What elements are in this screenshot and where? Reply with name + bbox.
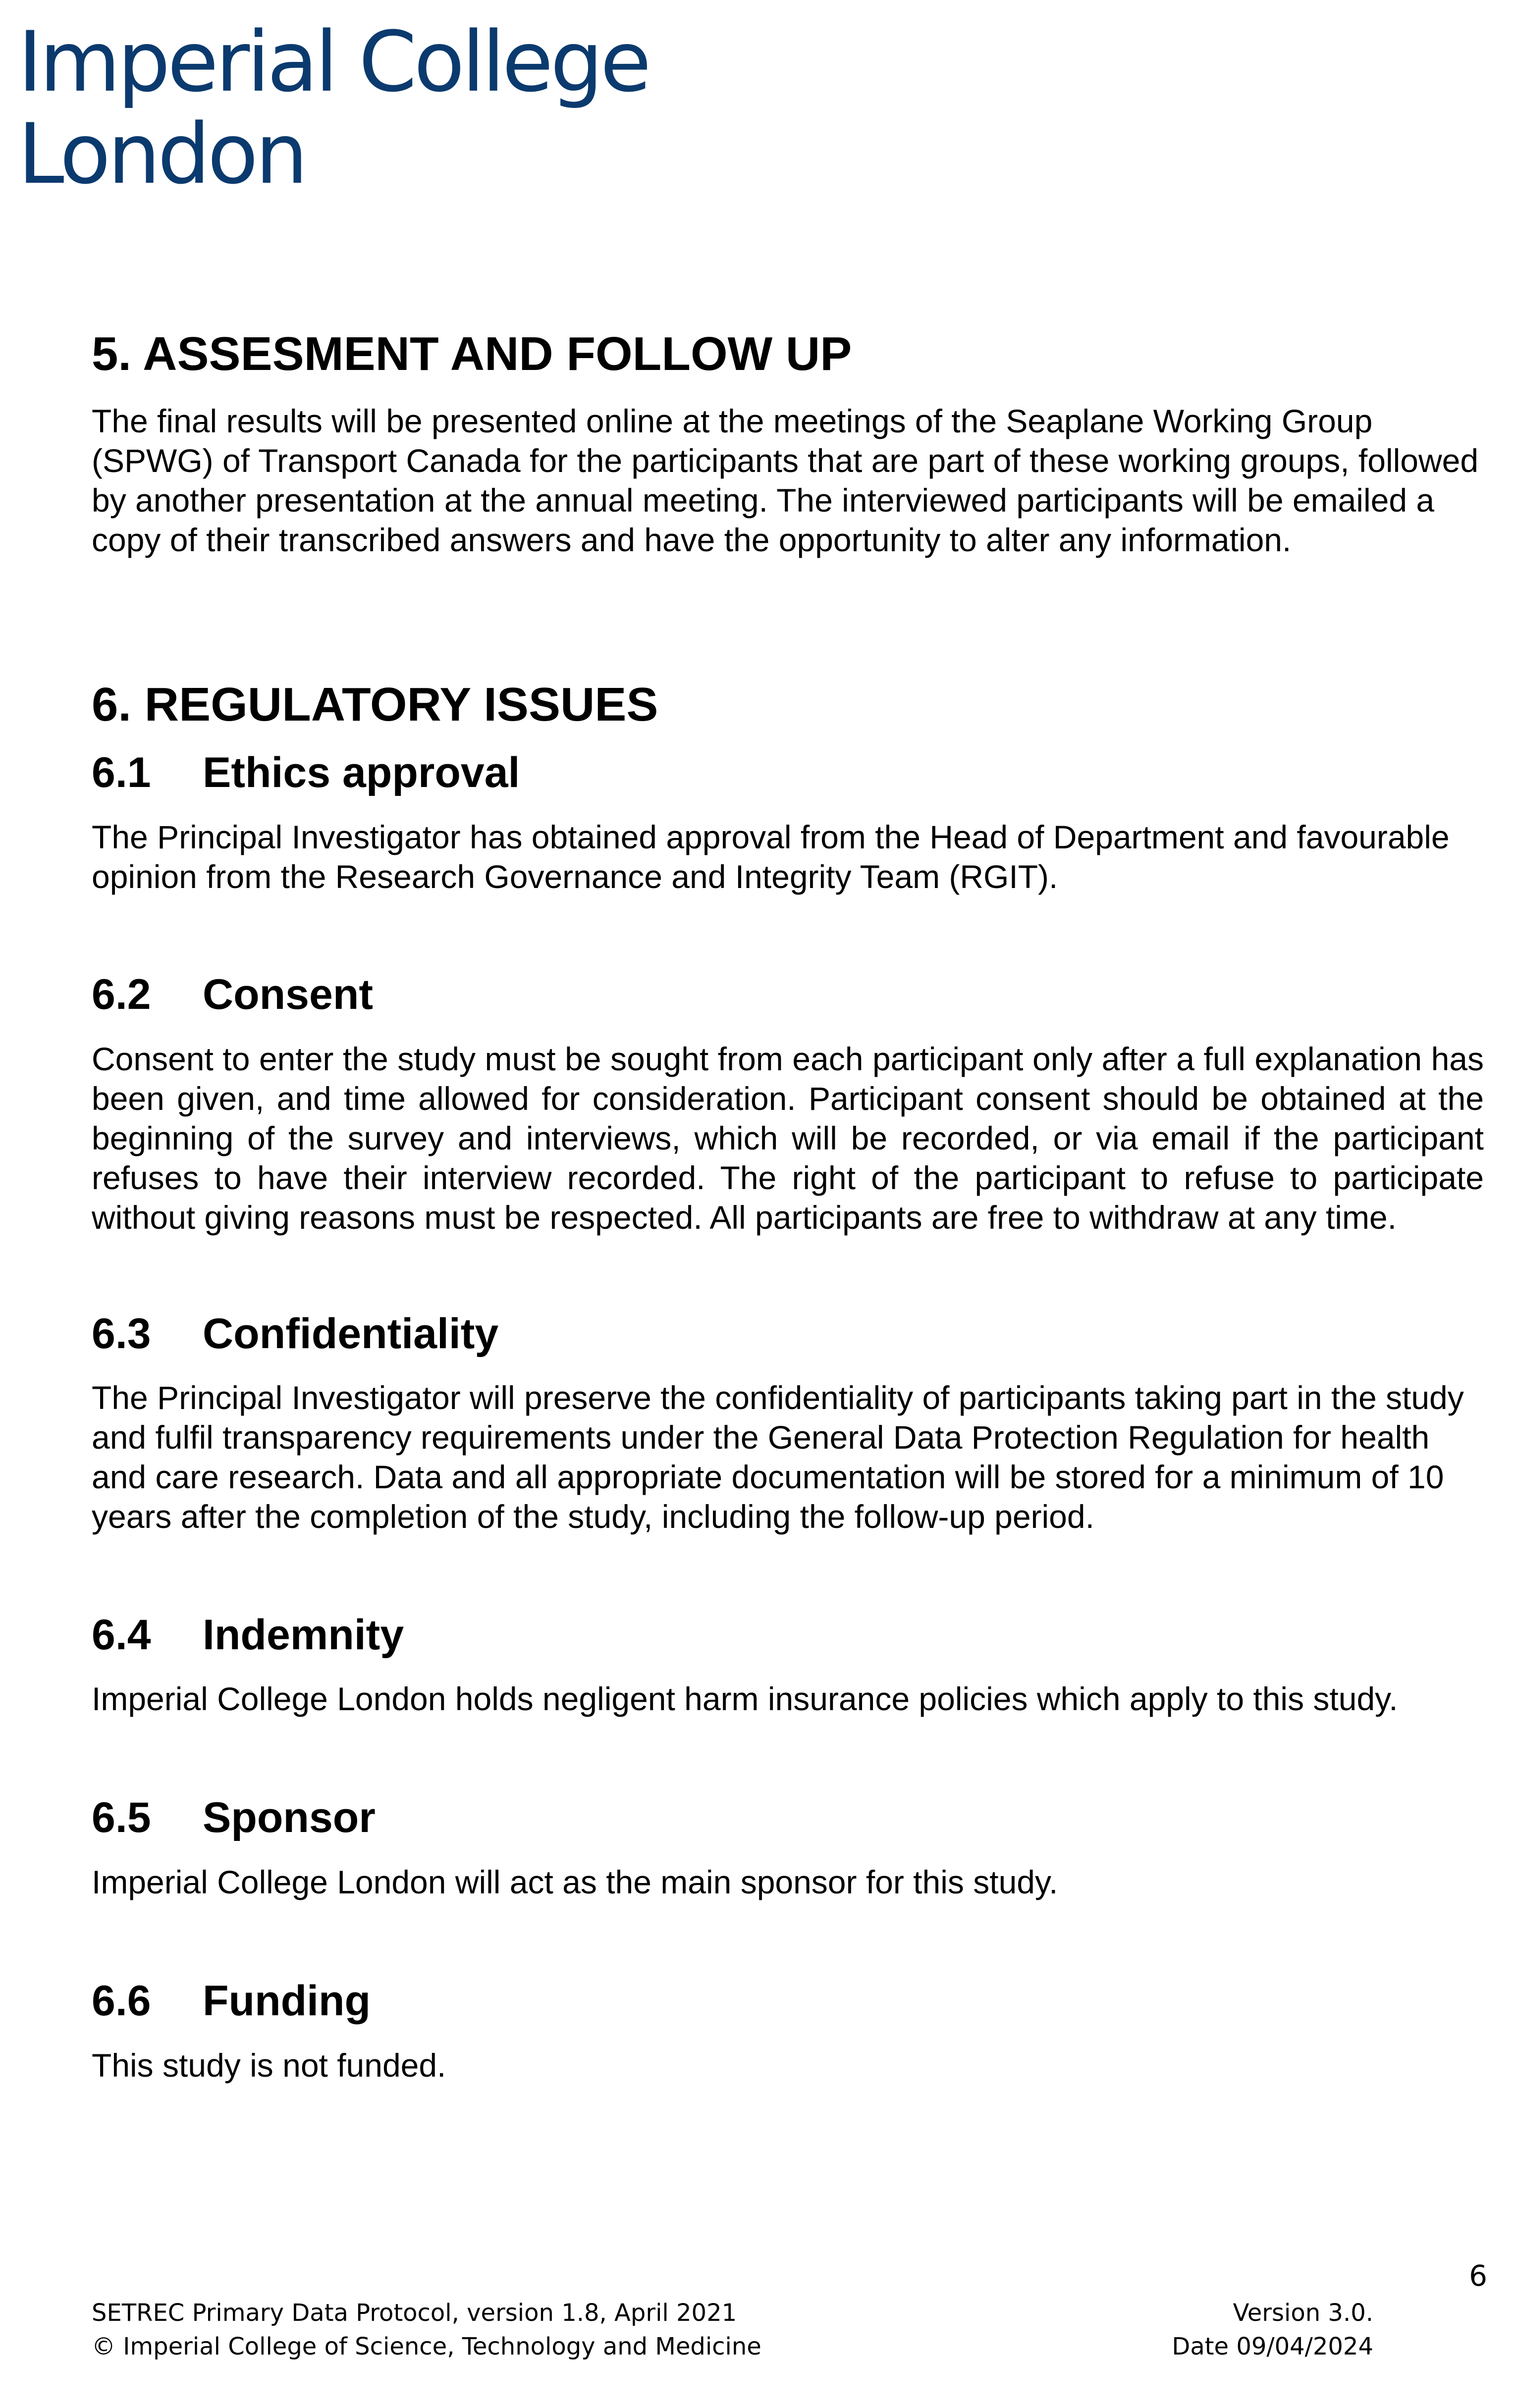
subsection-title: Ethics approval xyxy=(203,749,520,796)
subsection-6-2-body: Consent to enter the study must be sought from each participant only after a full explanation has been given, and time allowed for consideration. Participant consent should be obtained at the beginning of the survey and interviews, which will be recorded, or via email if the participant refuses to have their interview recorded. The right of the participant to refuse to participate without giving reasons must be respected. All participants are free to withdraw at any time. xyxy=(92,1041,1484,1236)
subsection-6-5-body: Imperial College London will act as the main sponsor for this study. xyxy=(92,1864,1058,1900)
subsection-number: 6.1 xyxy=(92,749,151,796)
footer-date: Date 09/04/2024 xyxy=(1172,2333,1373,2360)
footer-document-version: Version 3.0. xyxy=(1233,2299,1373,2327)
subsection-6-4-body: Imperial College London holds negligent harm insurance policies which apply to this study. xyxy=(92,1680,1398,1717)
subsection-6-5-heading xyxy=(92,1793,376,1842)
subsection-6-2-heading xyxy=(92,970,373,1019)
logo-line-2: London xyxy=(18,105,305,203)
subsection-title: Confidentiality xyxy=(203,1310,499,1358)
subsection-6-6-heading xyxy=(92,1976,371,2026)
subsection-title: Funding xyxy=(203,1977,371,2025)
subsection-title: Sponsor xyxy=(203,1794,376,1841)
section-5-heading: 5. ASSESMENT AND FOLLOW UP xyxy=(92,327,852,380)
subsection-6-1-body: The Principal Investigator has obtained approval from the Head of Department and favourable opinion from the Research Governance and Integrity Team (RGIT). xyxy=(92,819,1450,895)
footer-protocol-version: SETREC Primary Data Protocol, version 1.8, April 2021 xyxy=(92,2299,737,2327)
subsection-title: Indemnity xyxy=(203,1611,404,1659)
footer-right xyxy=(1172,2296,1373,2363)
subsection-number: 6.4 xyxy=(92,1611,151,1659)
page-number: 6 xyxy=(1469,2259,1487,2293)
subsection-6-4-heading xyxy=(92,1610,404,1660)
footer-copyright: © Imperial College of Science, Technology and Medicine xyxy=(92,2333,761,2360)
section-5-body: The final results will be presented online at the meetings of the Seaplane Working Group (SPWG) of Transport Canada for the participants that are part of these working groups, followed by another presentation at the annual meeting. The interviewed participants will be emailed a copy of their transcribed answers and have the opportunity to alter any information. xyxy=(92,403,1479,558)
subsection-title: Consent xyxy=(203,971,373,1018)
imperial-college-logo xyxy=(18,13,649,203)
footer-left xyxy=(92,2296,761,2363)
subsection-6-3-heading xyxy=(92,1309,498,1359)
subsection-number: 6.2 xyxy=(92,971,151,1018)
subsection-number: 6.5 xyxy=(92,1794,151,1841)
subsection-6-1-heading xyxy=(92,748,520,797)
subsection-6-6-body: This study is not funded. xyxy=(92,2047,446,2084)
subsection-number: 6.3 xyxy=(92,1310,151,1358)
subsection-number: 6.6 xyxy=(92,1977,151,2025)
subsection-6-3-body: The Principal Investigator will preserve the confidentiality of participants taking part in the study and fulfil transparency requirements under the General Data Protection Regulation for health and care research. Data and all appropriate documentation will be stored for a minimum of 10 years after the completion of the study, including the follow-up period. xyxy=(92,1379,1464,1535)
logo-line-1: Imperial College xyxy=(18,13,649,110)
section-6-heading: 6. REGULATORY ISSUES xyxy=(92,678,658,731)
